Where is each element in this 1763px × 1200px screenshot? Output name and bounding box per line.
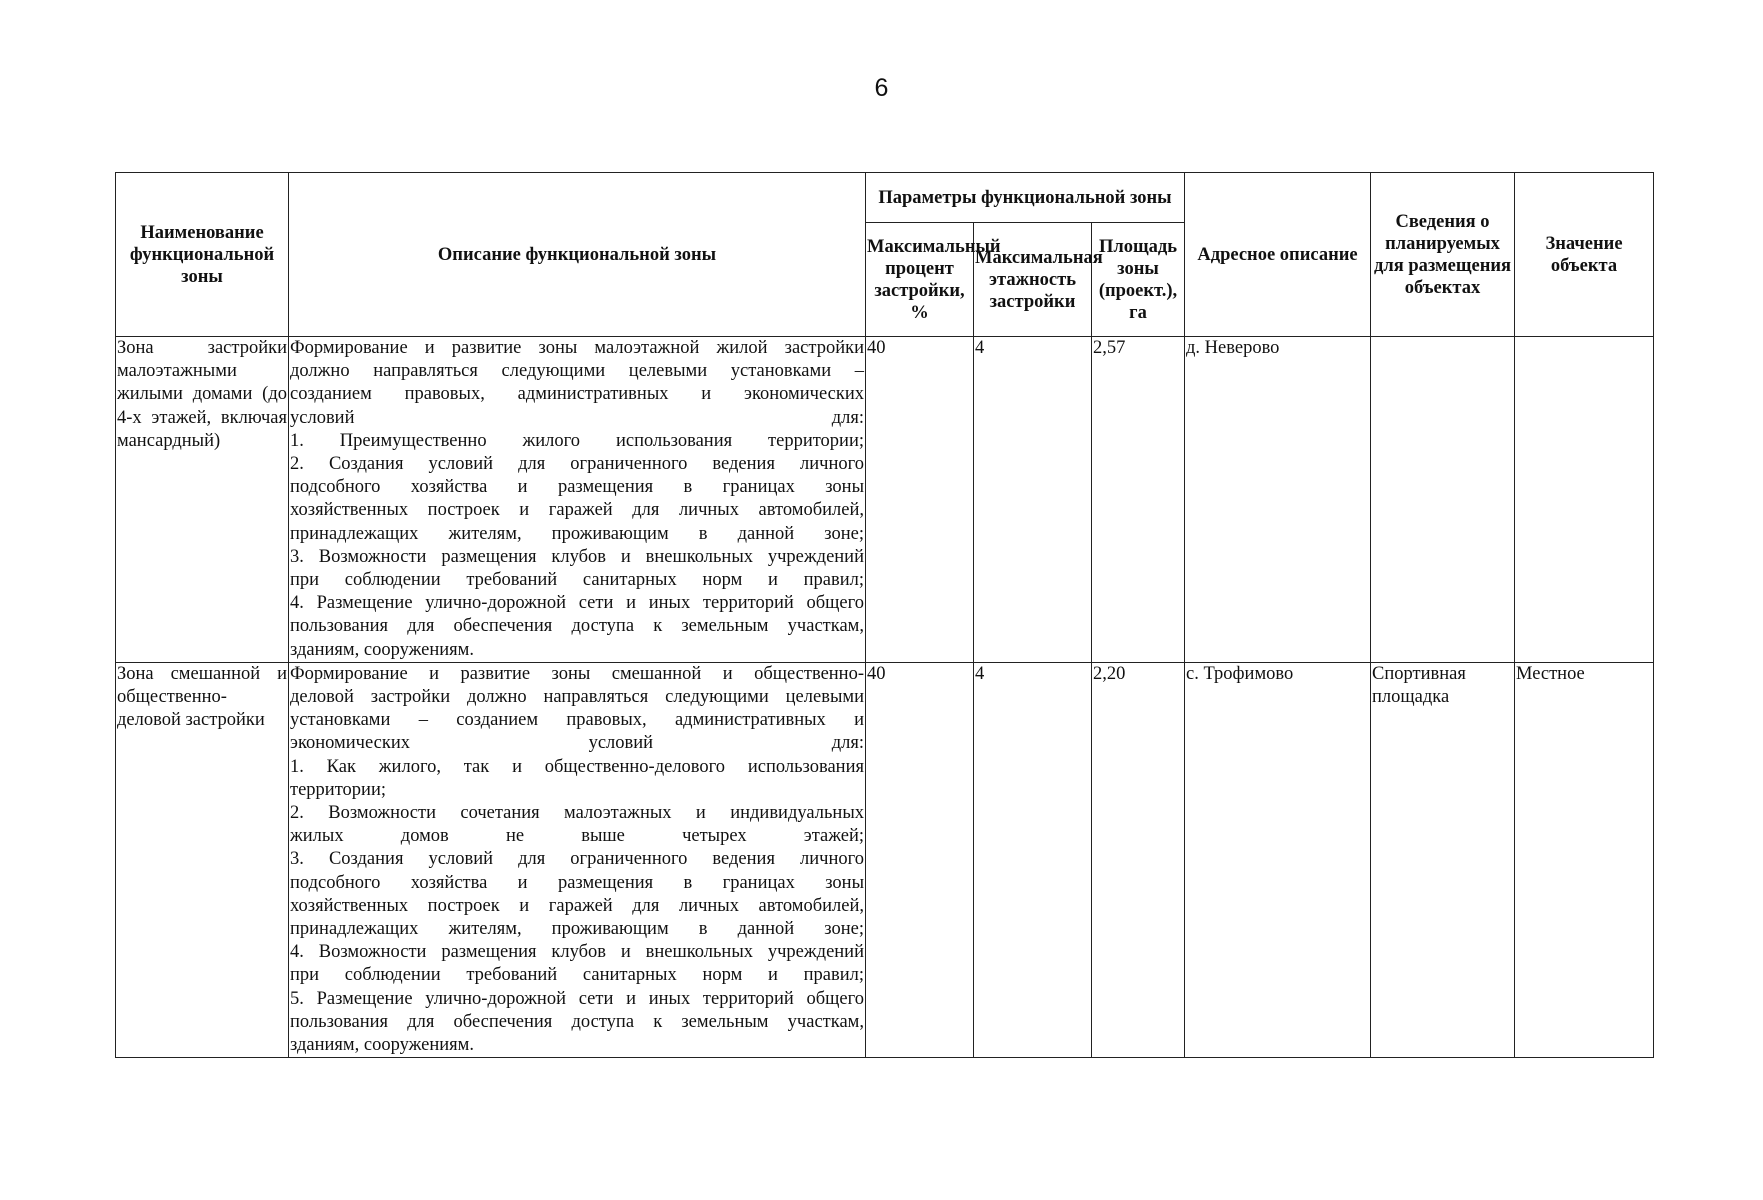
page-number: 6 [874,74,889,102]
object-significance-cell [1515,337,1654,663]
description-line: хозяйственных построек и гаражей для личных автомобилей, [290,895,864,916]
description-line: принадлежащих жителям, проживающим в данной зоне; [290,919,864,940]
description-line: хозяйственных построек и гаражей для личных автомобилей, [290,500,864,521]
max-floors-cell: 4 [974,337,1092,663]
description-line: пользования для обеспечения доступа к земельным участкам, [290,1011,864,1032]
description-line: зданиям, сооружениям. [290,639,474,660]
description-line: Формирование и развитие зоны смешанной и общественно- [290,663,864,684]
description-line: территории; [290,779,386,800]
description-line: подсобного хозяйства и размещения в границах зоны [290,872,864,893]
description-line: созданием правовых, административных и экономических [290,384,864,405]
description-line: Формирование и развитие зоны малоэтажной жилой застройки [290,338,864,358]
max-floors-cell: 4 [974,662,1092,1057]
description-line: пользования для обеспечения доступа к земельным участкам, [290,616,864,637]
description-line: 3. Возможности размещения клубов и внешкольных учреждений [290,546,864,567]
max-percent-cell: 40 [866,337,974,663]
header-object-significance: Значение объекта [1515,173,1654,337]
description-cell [289,662,866,1057]
description-line: жилых домов не выше четырех этажей; [290,826,864,847]
header-description: Описание функциональной зоны [289,173,866,337]
planned-objects-cell: Спортивная площадка [1371,662,1515,1057]
zone-name-cell: Зона смешанной и общественно-деловой застройки [116,662,289,1057]
functional-zones-table [115,172,1654,1058]
area-cell: 2,57 [1092,337,1185,663]
header-max-percent: Максимальный процент застройки, % [866,223,974,337]
planned-objects-cell [1371,337,1515,663]
table-header [116,173,1654,337]
max-percent-cell: 40 [866,662,974,1057]
address-cell: д. Неверово [1185,337,1371,663]
description-line: 3. Создания условий для ограниченного ведения личного [290,849,864,870]
object-significance-cell: Местное [1515,662,1654,1057]
header-params-group: Параметры функциональной зоны [866,173,1185,223]
table-row [116,337,1654,663]
description-line: при соблюдении требований санитарных норм и правил; [290,965,864,986]
description-line: принадлежащих жителям, проживающим в данной зоне; [290,523,864,544]
description-line: при соблюдении требований санитарных норм и правил; [290,570,864,591]
description-line: 1. Как жилого, так и общественно-делового использования [290,756,864,777]
header-max-floors: Максимальная этажность застройки [974,223,1092,337]
description-line: деловой застройки должно направляться следующими целевыми [290,687,864,708]
address-cell: с. Трофимово [1185,662,1371,1057]
description-line: условий для: [290,407,864,428]
description-line: экономических условий для: [290,733,864,754]
description-line: подсобного хозяйства и размещения в границах зоны [290,477,864,498]
description-line: установками – созданием правовых, административных и [290,710,864,731]
table-row [116,662,1654,1057]
zone-name-cell: Зона застройки малоэтажными жилыми домами (до 4-х этажей, включая мансардный) [116,337,289,663]
description-line: 5. Размещение улично-дорожной сети и иных территорий общего [290,988,864,1009]
description-cell [289,337,866,663]
description-line: зданиям, сооружениям. [290,1035,474,1056]
description-line: должно направляться следующими целевыми установками – [290,361,864,382]
description-line: 4. Размещение улично-дорожной сети и иных территорий общего [290,593,864,614]
header-planned-objects: Сведения о планируемых для размещения объектах [1371,173,1515,337]
description-line: 2. Возможности сочетания малоэтажных и индивидуальных [290,803,864,824]
description-line: 2. Создания условий для ограниченного ведения личного [290,454,864,475]
header-area: Площадь зоны (проект.), га [1092,223,1185,337]
description-line: 1. Преимущественно жилого использования территории; [290,430,864,451]
header-address: Адресное описание [1185,173,1371,337]
header-zone-name: Наименование функциональной зоны [116,173,289,337]
table-body [116,337,1654,1058]
area-cell: 2,20 [1092,662,1185,1057]
description-line: 4. Возможности размещения клубов и внешкольных учреждений [290,942,864,963]
